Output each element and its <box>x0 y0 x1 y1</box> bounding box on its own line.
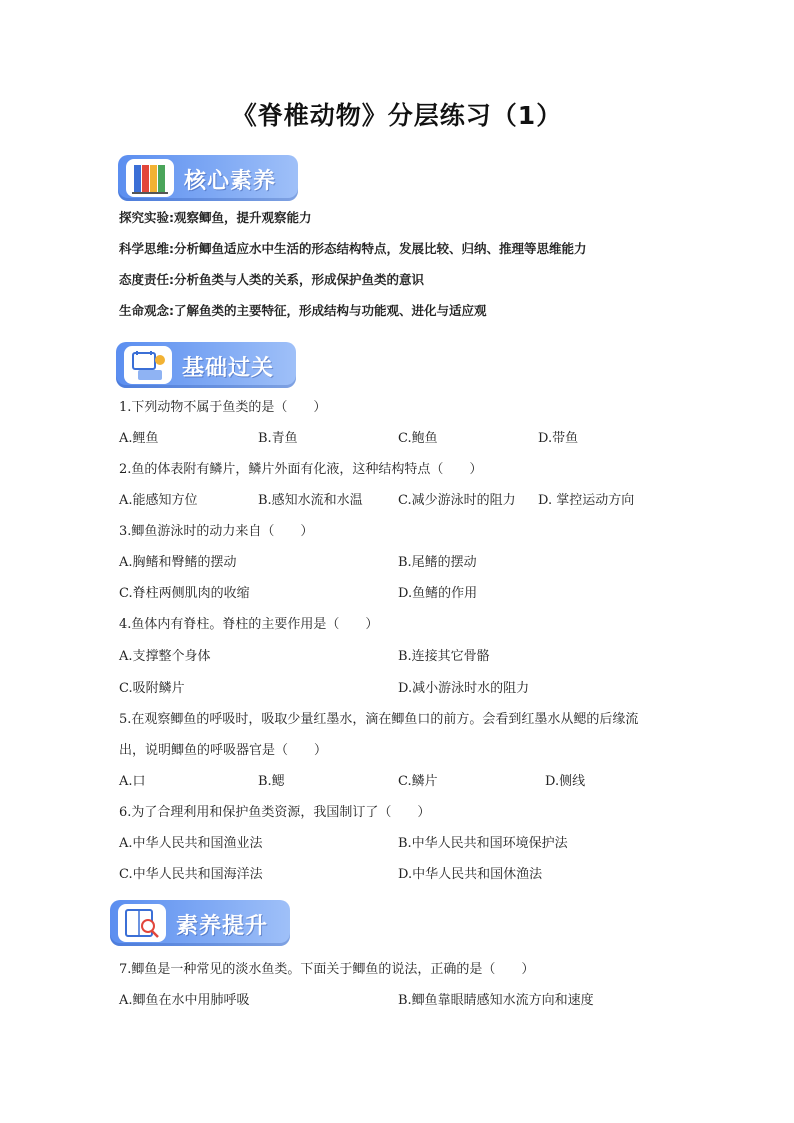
core-item: 科学思维:分析鲫鱼适应水中生活的形态结构特点，发展比较、归纳、推理等思维能力 <box>119 241 587 256</box>
question-option: C.鲍鱼 <box>398 431 438 446</box>
books-icon <box>126 159 174 197</box>
section-title-advanced: 素养提升 <box>176 914 269 939</box>
question-option: D.减小游泳时水的阻力 <box>398 681 530 696</box>
question-option: A.鲤鱼 <box>119 431 159 446</box>
question-option: D. 掌控运动方向 <box>538 493 635 508</box>
question-option: A.口 <box>119 774 146 789</box>
question-option: D.鱼鳍的作用 <box>398 586 478 601</box>
question-option: A.支撑整个身体 <box>119 649 211 664</box>
book-search-icon <box>118 904 166 942</box>
section-title-basic: 基础过关 <box>182 356 275 381</box>
question-stem: 4.鱼体内有脊柱。脊柱的主要作用是（ ） <box>119 617 379 632</box>
core-item: 探究实验:观察鲫鱼，提升观察能力 <box>119 210 312 225</box>
question-stem: 2.鱼的体表附有鳞片，鳞片外面有化液，这种结构特点（ ） <box>119 462 483 477</box>
question-option: B.连接其它骨骼 <box>398 649 490 664</box>
question-stem: 6.为了合理利用和保护鱼类资源，我国制订了（ ） <box>119 805 431 820</box>
question-stem: 3.鲫鱼游泳时的动力来自（ ） <box>119 524 314 539</box>
question-option: A.中华人民共和国渔业法 <box>119 836 263 851</box>
question-stem: 1.下列动物不属于鱼类的是（ ） <box>119 400 327 415</box>
question-stem: 7.鲫鱼是一种常见的淡水鱼类。下面关于鲫鱼的说法，正确的是（ ） <box>119 962 535 977</box>
question-option: B.中华人民共和国环境保护法 <box>398 836 568 851</box>
question-option: C.脊柱两侧肌肉的收缩 <box>119 586 250 601</box>
question-option: B.感知水流和水温 <box>258 493 363 508</box>
question-option: C.吸附鳞片 <box>119 681 185 696</box>
question-option: D.中华人民共和国休渔法 <box>398 867 543 882</box>
question-option: D.侧线 <box>545 774 586 789</box>
question-option: A.能感知方位 <box>119 493 198 508</box>
question-option: A.胸鳍和臀鳍的摆动 <box>119 555 237 570</box>
section-banner-basic <box>116 342 296 388</box>
core-item: 生命观念:了解鱼类的主要特征，形成结构与功能观、进化与适应观 <box>119 303 487 318</box>
question-option: C.减少游泳时的阻力 <box>398 493 516 508</box>
question-option: C.中华人民共和国海洋法 <box>119 867 263 882</box>
page-title: 《脊椎动物》分层练习（1） <box>231 101 563 130</box>
core-item: 态度责任:分析鱼类与人类的关系，形成保护鱼类的意识 <box>119 272 424 287</box>
question-option: D.带鱼 <box>538 431 579 446</box>
question-option: A.鲫鱼在水中用肺呼吸 <box>119 993 250 1008</box>
question-option: B.鳃 <box>258 774 285 789</box>
question-option: B.尾鳍的摆动 <box>398 555 477 570</box>
section-banner-core <box>118 155 298 201</box>
calendar-computer-icon <box>124 346 172 384</box>
question-stem: 5.在观察鲫鱼的呼吸时，吸取少量红墨水，滴在鲫鱼口的前方。会看到红墨水从鳃的后缘流 <box>119 712 639 727</box>
section-banner-advanced <box>110 900 290 946</box>
section-title-core: 核心素养 <box>184 169 277 194</box>
question-option: B.鲫鱼靠眼睛感知水流方向和速度 <box>398 993 594 1008</box>
question-stem: 出，说明鲫鱼的呼吸器官是（ ） <box>119 743 328 758</box>
question-option: C.鳞片 <box>398 774 438 789</box>
question-option: B.青鱼 <box>258 431 298 446</box>
